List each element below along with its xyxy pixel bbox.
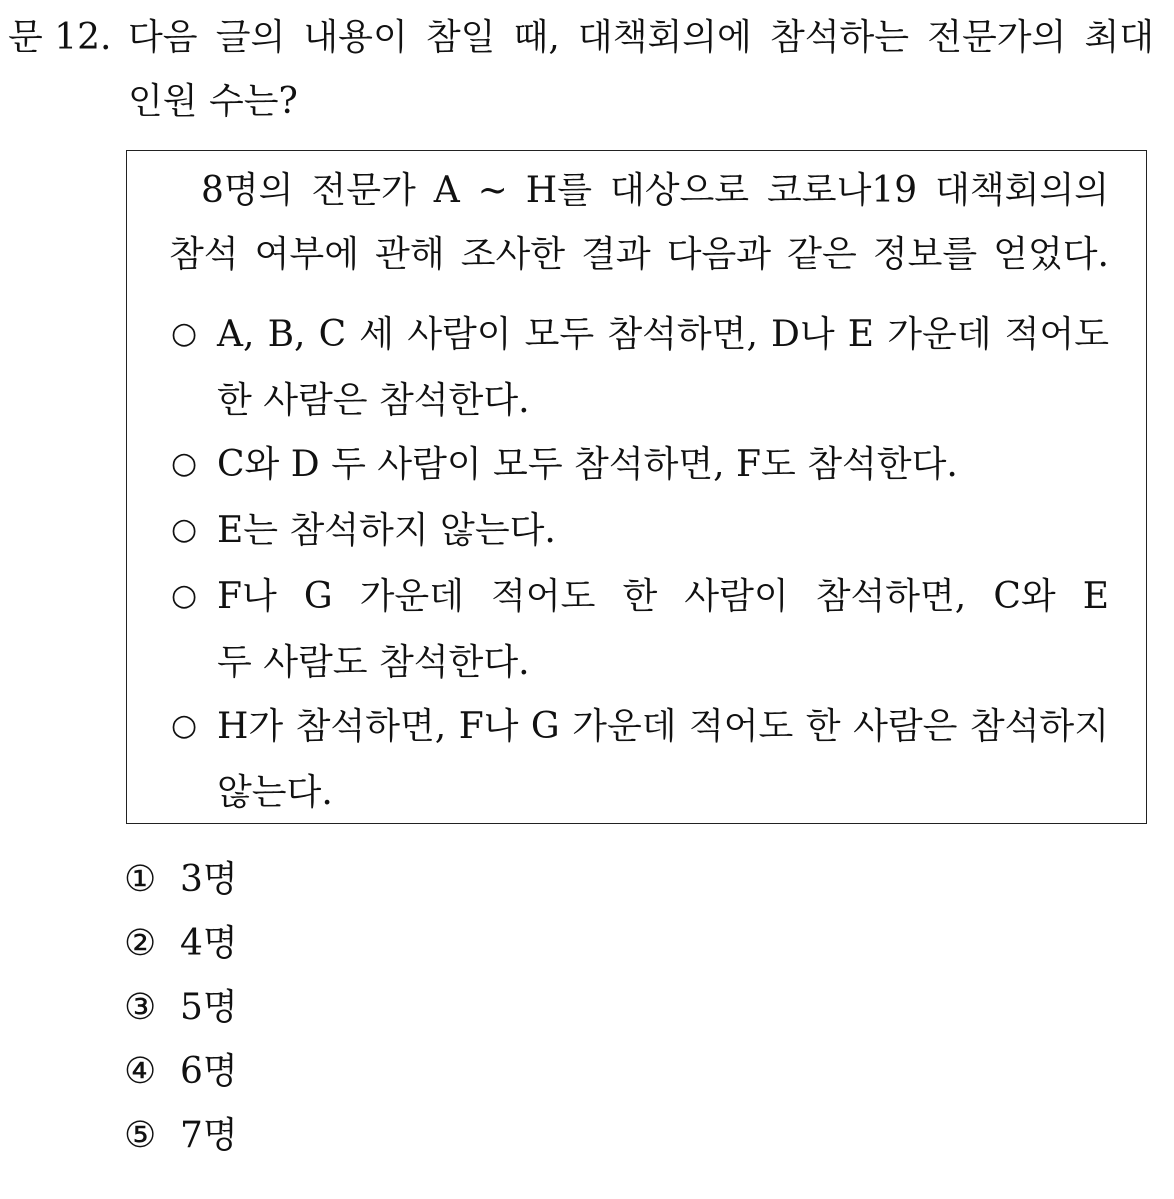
condition-5-line-2: 않는다. [217, 772, 333, 813]
choice-1-mark: ① [124, 859, 157, 900]
question-stem-line-1 [8, 17, 1158, 58]
condition-4-line-1: F나 G 가운데 적어도 한 사람이 참석하면, C와 E [217, 576, 1109, 617]
passage-intro-line-2: 참석 여부에 관해 조사한 결과 다음과 같은 정보를 얻었다. [169, 234, 1109, 275]
question-number: 문 12. [8, 17, 112, 58]
bullet-circle-icon: ○ [171, 512, 198, 547]
choice-2-mark: ② [124, 923, 157, 964]
choice-4-text: 6명 [180, 1051, 238, 1092]
question-stem-text: 다음 글의 내용이 참일 때, 대책회의에 참석하는 전문가의 최대 [128, 17, 1154, 58]
condition-1-line-1: A, B, C 세 사람이 모두 참석하면, D나 E 가운데 적어도 [217, 314, 1109, 355]
passage-intro-line-1: 8명의 전문가 A ~ H를 대상으로 코로나19 대책회의의 [201, 170, 1109, 211]
choice-3-mark: ③ [124, 987, 157, 1028]
choice-3[interactable] [124, 987, 238, 1028]
choice-4-mark: ④ [124, 1051, 157, 1092]
question-stem-line-2: 인원 수는? [128, 81, 298, 122]
bullet-circle-icon: ○ [171, 708, 198, 743]
bullet-circle-icon: ○ [171, 578, 198, 613]
choice-1-text: 3명 [180, 859, 238, 900]
choice-2[interactable] [124, 923, 238, 964]
condition-1-line-2: 한 사람은 참석한다. [217, 380, 530, 421]
choice-2-text: 4명 [180, 923, 238, 964]
condition-2-line-1: C와 D 두 사람이 모두 참석하면, F도 참석한다. [217, 444, 958, 485]
choice-3-text: 5명 [180, 987, 238, 1028]
choice-5-text: 7명 [180, 1115, 238, 1156]
bullet-circle-icon: ○ [171, 316, 198, 351]
condition-4-line-2: 두 사람도 참석한다. [217, 642, 530, 683]
passage-box [126, 150, 1147, 824]
choice-5[interactable] [124, 1115, 238, 1156]
bullet-circle-icon: ○ [171, 446, 198, 481]
choice-1[interactable] [124, 859, 238, 900]
choice-4[interactable] [124, 1051, 238, 1092]
condition-5-line-1: H가 참석하면, F나 G 가운데 적어도 한 사람은 참석하지 [217, 706, 1109, 747]
choice-5-mark: ⑤ [124, 1115, 157, 1156]
condition-3-line-1: E는 참석하지 않는다. [217, 510, 556, 551]
